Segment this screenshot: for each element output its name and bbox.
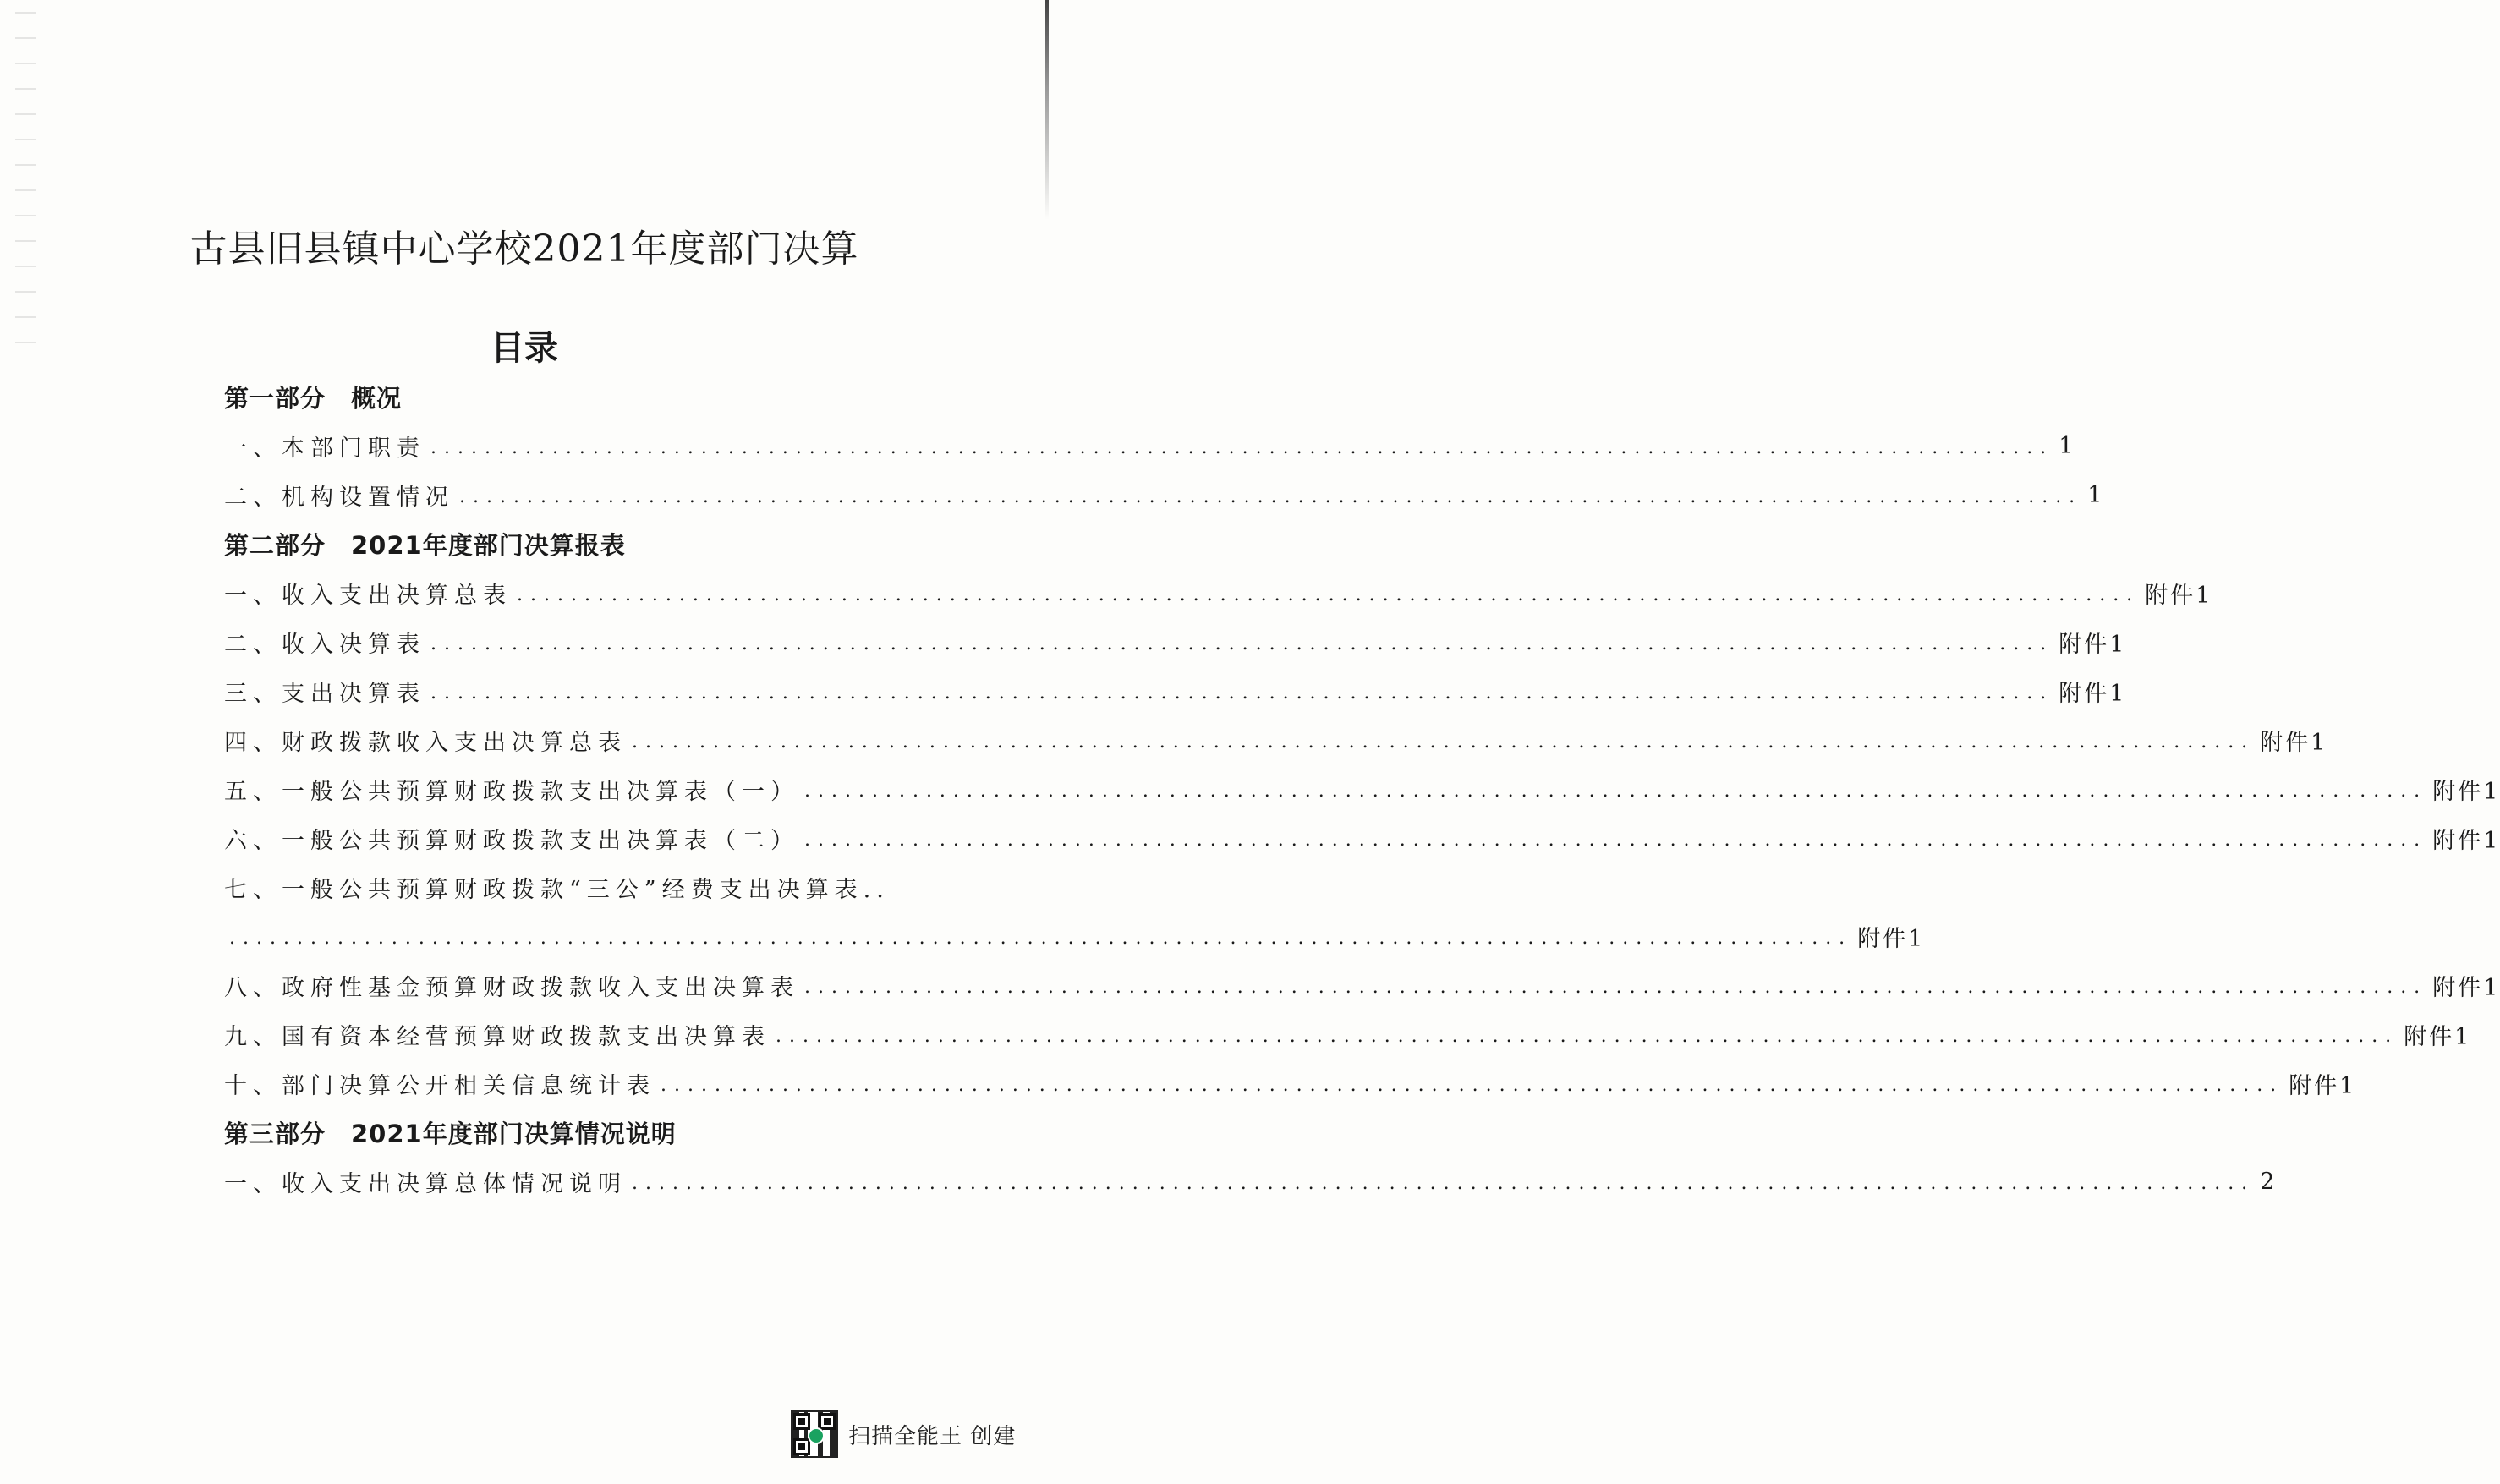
dot-leader: ........................................................................................................................	[517, 583, 2141, 605]
toc-entry-text: 二、收入决算表	[224, 631, 425, 658]
toc-entry-text: 八、政府性基金预算财政拨款收入支出决算表	[224, 974, 799, 1001]
dot-leader: ........................................................................................................................	[459, 485, 2083, 507]
document-title: 古县旧县镇中心学校2021年度部门决算	[189, 227, 859, 271]
toc-entry	[224, 617, 2127, 666]
toc-page-ref: 附件1	[2289, 1072, 2357, 1099]
watermark-text: 扫描全能王 创建	[848, 1423, 1017, 1449]
dot-leader: ........................................................................................................................	[632, 731, 2256, 753]
toc-entry	[224, 1010, 2472, 1059]
toc-page-ref: 附件1	[2432, 974, 2500, 1001]
toc-section-heading	[224, 372, 880, 421]
toc-entry-text: 第二部分 2021年度部门决算报表	[224, 530, 626, 560]
toc-entry-text: 二、机构设置情况	[224, 484, 454, 511]
scan-edge-shadow	[1045, 0, 1049, 220]
toc-entry	[224, 1157, 2278, 1206]
qr-code-icon	[791, 1410, 838, 1458]
toc-entry-text: 一、收入支出决算总表	[224, 582, 512, 609]
scan-edge-marks	[15, 0, 36, 355]
toc-page-ref: 2	[2260, 1168, 2278, 1195]
toc-entry-text: 第三部分 2021年度部门决算情况说明	[224, 1119, 677, 1148]
toc-section-heading	[224, 1108, 880, 1157]
toc-entry-text: 五、一般公共预算财政拨款支出决算表（一）	[224, 778, 799, 805]
toc-page-ref: 附件1	[2059, 680, 2127, 707]
toc-page-ref: 附件1	[2404, 1023, 2472, 1050]
toc-page-ref: 附件1	[2260, 729, 2328, 756]
dot-leader: ........................................................................................................................	[632, 1172, 2256, 1194]
toc-entry	[224, 813, 2500, 862]
toc-entry	[224, 764, 2500, 813]
toc-entry-text: 十、部门决算公开相关信息统计表	[224, 1072, 655, 1099]
toc-page-ref: 1	[2087, 481, 2105, 508]
dot-leader: ........................................................................................................................	[804, 976, 2428, 998]
toc-page-ref: 附件1	[2432, 778, 2500, 805]
toc-entry-text: 七、一般公共预算财政拨款“三公”经费支出决算表..	[224, 876, 890, 903]
dot-leader: ........................................................................................................................	[804, 780, 2428, 802]
toc-heading: 目录	[491, 329, 558, 368]
dot-leader: ........................................................................................................................	[229, 927, 1853, 949]
dot-leader: ........................................................................................................................	[430, 682, 2054, 704]
dot-leader: ........................................................................................................................	[430, 632, 2054, 654]
toc-entry	[224, 862, 890, 912]
toc-entry-text: 九、国有资本经营预算财政拨款支出决算表	[224, 1023, 770, 1050]
dot-leader: ........................................................................................................................	[804, 829, 2428, 851]
toc-entry-text: 第一部分 概况	[224, 383, 403, 413]
toc-section-heading	[224, 519, 880, 568]
toc-entry-text: 六、一般公共预算财政拨款支出决算表（二）	[224, 827, 799, 854]
toc-entry-text: 四、财政拨款收入支出决算总表	[224, 729, 627, 756]
toc-entry-text: 一、本部门职责	[224, 435, 425, 462]
toc-entry	[224, 470, 2105, 519]
toc-page-ref: 附件1	[1857, 925, 1926, 952]
toc-page-ref: 附件1	[2432, 827, 2500, 854]
toc-entry	[224, 421, 2076, 470]
toc-entry-text: 一、收入支出决算总体情况说明	[224, 1170, 627, 1197]
toc-entry	[224, 961, 2500, 1010]
toc-page-ref: 附件1	[2145, 582, 2213, 609]
toc-entry	[224, 1059, 2357, 1108]
toc-entry	[224, 568, 2213, 617]
dot-leader: ........................................................................................................................	[661, 1074, 2284, 1096]
toc-entry-text: 三、支出决算表	[224, 680, 425, 707]
toc-page-ref: 附件1	[2059, 631, 2127, 658]
toc-page-ref: 1	[2059, 432, 2076, 459]
table-of-contents	[224, 372, 2500, 1206]
dot-leader: ........................................................................................................................	[776, 1025, 2399, 1047]
toc-entry	[224, 715, 2328, 764]
dot-leader: ........................................................................................................................	[430, 436, 2054, 458]
toc-entry	[224, 912, 1926, 961]
toc-entry	[224, 666, 2127, 715]
scanner-watermark	[791, 1410, 1016, 1458]
